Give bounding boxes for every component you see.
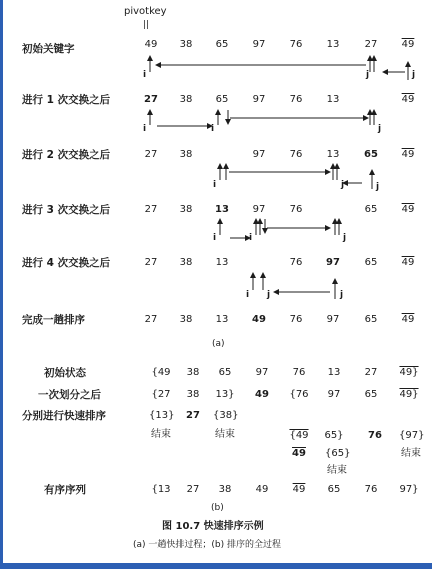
key-cell: 27 [364, 39, 378, 50]
figure-subcaption: (a) 一趟快排过程；(b) 排序的全过程 [133, 540, 281, 550]
key-cell: 65 [364, 204, 378, 215]
key-cell: 38 [179, 149, 193, 160]
sorted-cell: 97} [399, 484, 419, 495]
key-cell: 65 [215, 39, 229, 50]
key-cell: 27 [144, 204, 158, 215]
pointer-i-label: i [143, 124, 147, 134]
key-cell-dup: 49 [401, 149, 415, 160]
pointer-j-label: j [376, 182, 380, 192]
state-cell: 65} [324, 430, 344, 441]
end-marker: 结束 [327, 465, 347, 476]
key-cell: 76 [289, 204, 303, 215]
key-cell: 76 [289, 257, 303, 268]
state-cell: 38 [186, 389, 200, 400]
key-cell: 65 [364, 257, 378, 268]
pointer-j-label: j [341, 180, 345, 190]
pointer-i-label: i [213, 233, 217, 243]
state-cell-pivot: 76 [368, 430, 382, 441]
state-cell: {65} [325, 448, 351, 459]
sorted-cell: 76 [364, 484, 378, 495]
key-cell: 97 [252, 94, 266, 105]
key-cell-moved: 13 [215, 204, 229, 215]
key-cell: 13 [215, 314, 229, 325]
state-cell: 97 [255, 367, 269, 378]
sorted-cell: {13 [151, 484, 171, 495]
key-cell: 97 [252, 149, 266, 160]
key-cell: 76 [289, 149, 303, 160]
state-cell: 13 [327, 367, 341, 378]
state-cell-dup: {49 [289, 430, 309, 441]
key-cell-dup: 49 [401, 204, 415, 215]
pointer-j-label: j [267, 290, 271, 300]
pointer-i-label: i [211, 124, 215, 134]
row-label-swap-2: 进行 2 次交换之后 [22, 149, 111, 161]
key-cell-dup: 49 [401, 257, 415, 268]
key-cell-pivot-final: 49 [252, 314, 266, 325]
row-label-sorted-sequence: 有序序列 [44, 484, 86, 496]
caption-b: (b) [211, 503, 224, 513]
pointer-j-label: j [343, 233, 347, 243]
key-cell-dup: 49 [401, 314, 415, 325]
state-cell: {13} [149, 410, 175, 421]
state-cell-dup: 49} [399, 367, 419, 378]
state-cell-pivot: 27 [186, 410, 200, 421]
caption-a: (a) [212, 339, 225, 349]
key-cell-dup: 49 [401, 39, 415, 50]
sorted-cell: 27 [186, 484, 200, 495]
key-cell-moved: 27 [144, 94, 158, 105]
row-label-swap-1: 进行 1 次交换之后 [22, 94, 111, 106]
key-cell: 38 [179, 204, 193, 215]
pointer-j-label: j [366, 70, 370, 80]
row-label-initial-keys: 初始关键字 [22, 43, 75, 55]
key-cell: 76 [289, 94, 303, 105]
key-cell: 27 [144, 314, 158, 325]
pointer-j-label: j [340, 290, 344, 300]
key-cell: 76 [289, 39, 303, 50]
row-label-initial-state: 初始状态 [44, 367, 86, 379]
key-cell: 38 [179, 257, 193, 268]
key-cell: 76 [289, 314, 303, 325]
key-cell: 49 [144, 39, 158, 50]
row-label-after-partition: 一次划分之后 [38, 389, 101, 401]
pointer-j-label: j [412, 70, 416, 80]
pivot-marker: || [143, 20, 150, 30]
pointer-i-label: i [143, 70, 147, 80]
end-marker: 结束 [401, 448, 421, 459]
state-cell: 27 [364, 367, 378, 378]
key-cell: 65 [215, 94, 229, 105]
row-label-swap-3: 进行 3 次交换之后 [22, 204, 111, 216]
key-cell: 38 [179, 94, 193, 105]
state-cell: 97 [327, 389, 341, 400]
key-cell-moved: 65 [364, 149, 378, 160]
key-cell: 13 [326, 149, 340, 160]
state-cell: 76 [292, 367, 306, 378]
state-cell-pivot: 49 [255, 389, 269, 400]
sorted-cell-dup: 49 [292, 484, 306, 495]
key-cell-dup: 49 [401, 94, 415, 105]
state-cell: {76 [289, 389, 309, 400]
end-marker: 结束 [215, 429, 235, 440]
row-label-recursive-sort: 分别进行快速排序 [22, 410, 106, 422]
key-cell: 97 [252, 39, 266, 50]
pointer-i-label: i [249, 233, 253, 243]
state-cell: {38} [213, 410, 239, 421]
key-cell: 13 [326, 94, 340, 105]
key-cell: 65 [364, 314, 378, 325]
figure-caption: 图 10.7 快速排序示例 [162, 521, 264, 532]
row-label-swap-4: 进行 4 次交换之后 [22, 257, 111, 269]
state-cell: 65 [364, 389, 378, 400]
state-cell: {49 [151, 367, 171, 378]
pivotkey-label: pivotkey [124, 6, 167, 17]
state-cell: {27 [151, 389, 171, 400]
key-cell: 13 [326, 39, 340, 50]
key-cell-moved: 97 [326, 257, 340, 268]
key-cell: 27 [144, 149, 158, 160]
state-cell-dup: 49} [399, 389, 419, 400]
sorted-cell: 65 [327, 484, 341, 495]
key-cell: 38 [179, 314, 193, 325]
state-cell: 65 [218, 367, 232, 378]
key-cell: 27 [144, 257, 158, 268]
state-cell: {97} [399, 430, 425, 441]
key-cell: 13 [215, 257, 229, 268]
sorted-cell: 49 [255, 484, 269, 495]
end-marker: 结束 [151, 429, 171, 440]
pointer-i-label: i [213, 180, 217, 190]
sorted-cell: 38 [218, 484, 232, 495]
state-cell: 38 [186, 367, 200, 378]
key-cell: 38 [179, 39, 193, 50]
pointer-i-label: i [246, 290, 250, 300]
pointer-j-label: j [378, 124, 382, 134]
state-cell-pivot: 49 [292, 448, 306, 459]
key-cell: 97 [252, 204, 266, 215]
key-cell: 97 [326, 314, 340, 325]
state-cell: 13} [215, 389, 235, 400]
row-label-pass-done: 完成一趟排序 [22, 314, 85, 326]
